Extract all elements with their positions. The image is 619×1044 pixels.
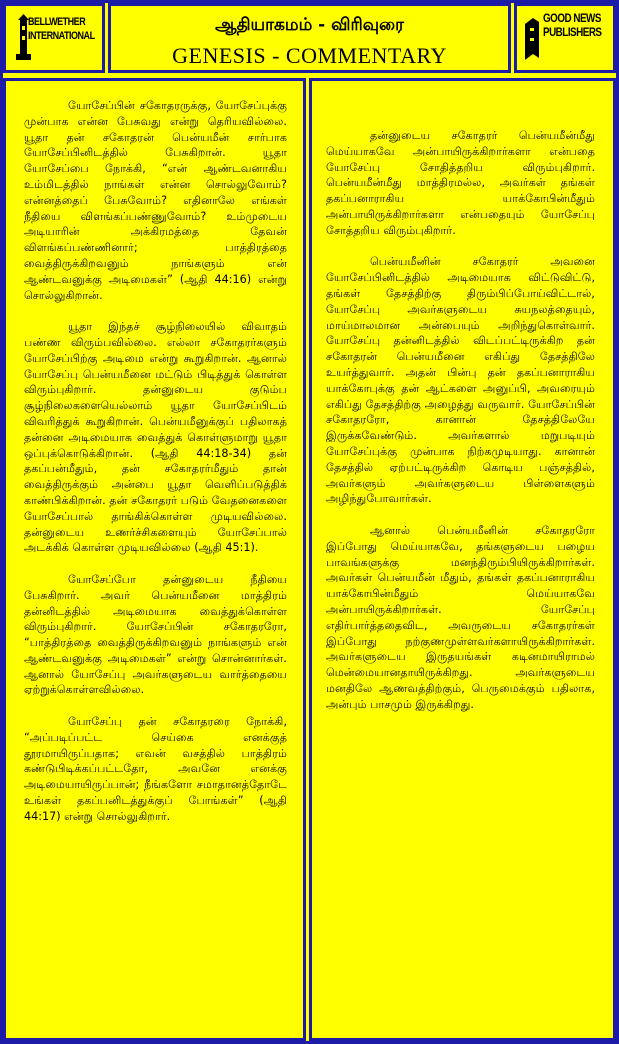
good-news-line2: PUBLISHERS bbox=[543, 25, 602, 39]
left-paragraph-2: யூதா இந்தச் சூழ்நிலையில் விவாதம் பண்ண விரும்பவில்லை. எல்லா சகோதரர்களும் யோசேப்பிற்கு அடிமை என்று கூறுகிறான். ஆனால் யோசேப்பு பென்யமீனை மட்டும் பிடித்துக் கொள்ள விரும்புகிறார். தன்னுடைய குடும்ப சூழ்நிலைகளையெல்லாம் யூதா யோசேப்பிடம் விவரித்துக் கூறுகிறான். பென்யமீனுக்குப் பதிலாகத் தன்னை அடிமையாக வைத்துக் கொள்ளுமாறு யூதா ஒப்புக்கொடுக்கிறான். (ஆதி 44:18-34) தன் தகப்பன்மீதும், தன் சகோதரர்மீதும் தான் வைத்திருக்கும் அன்பை யூதா வெளிப்படுத்திக் காண்பிக்கிறான். தன் சகோதரர் படும் வேதனைகளை யோசேப்பால் தாங்கிக்கொள்ள முடியவில்லை. தன்னுடைய உணர்ச்சிகளையும் யோசேப்பால் அடக்கிக் கொள்ள முடியவில்லை (ஆதி 45:1). bbox=[24, 320, 287, 555]
left-column bbox=[3, 78, 306, 1041]
left-paragraph-4: யோசேப்பு தன் சகோதரரை நோக்கி, “அப்படிப்பட்ட செய்கை எனக்குத் தூரமாயிருப்பதாக; எவன் வசத்தில் பாத்திரம் கண்டுபிடிக்கப்பட்டதோ, அவனே எனக்கு அடிமையாயிருப்பான்; நீங்களோ சமாதானத்தோடே உங்கள் தகப்பனிடத்துக்குப் போங்கள்” (ஆதி 44:17) என்று சொல்லுகிறார். bbox=[24, 715, 287, 823]
good-news-logo-text bbox=[543, 11, 602, 39]
right-paragraph-2: பென்யமீனின் சகோதரர் அவனை யோசேப்பினிடத்தில் அடிமையாக விட்டுவிட்டு, தங்கள் தேசத்திற்கு திரும்பிப்போய்விட்டால், யோசேப்பு அவர்களுடைய சுயநலத்தையும், மாய்மாலமான அன்பையும் அறிந்துகொள்வார். யோசேப்பு தன்னிடத்தில் விடப்பட்டிருக்கிற தன் சகோதரன் பென்யமீனை எகிப்து தேசத்திலே உயர்த்துவார். அதன் பின்பு தன் தகப்பனாராகிய யாக்கோபுக்கு தன் ஆட்களை அனுப்பி, அவரையும் எகிப்து தேசத்திற்கு அழைத்து வருவார். யோசேப்பின் சகோதரரோ, கானான் தேசத்திலேயே இருக்கவேண்டும். அவர்களால் மறுபடியும் யோசேப்புக்கு முன்பாக நிற்கமுடியாது. கானான் தேசத்தில் ஏற்பட்டிருக்கிற கொடிய பஞ்சத்தில், அவர்களும் அவர்களுடைய பிள்ளைகளும் அழிந்துபோவார்கள். bbox=[326, 255, 595, 506]
right-paragraph-1: தன்னுடைய சகோதரர் பென்யமீன்மீது மெய்யாகவே அன்பாயிருக்கிறார்களா என்பதை யோசேப்பு சோதித்தறிய விரும்புகிறார். பென்யமீன்மீது மாத்திரமல்ல, அவர்கள் தங்கள் தகப்பனாராகிய யாக்கோபின்மீதும் அன்பாயிருக்கிறார்களா என்பதையும் யோசேப்பு சோத்தறிய விரும்புகிறார். bbox=[326, 129, 595, 237]
bellwether-logo bbox=[3, 3, 105, 73]
header bbox=[0, 0, 619, 76]
left-paragraph-3: யோசேப்போ தன்னுடைய நீதியை பேசுகிறார். அவர் பென்யமீனை மாத்திரம் தன்னிடத்தில் அடிமையாக வைத்துக்கொள்ள விரும்புகிறார். யோசேப்பின் சகோதரரோ, “பாத்திரத்தை வைத்திருக்கிறவனும் நாங்களும் என் ஆண்டவனுக்கு அடிமைகள்” என்று சொன்னார்கள். ஆனால் யோசேப்பு அவர்களுடைய வார்த்தையை ஏற்றுக்கொள்ளவில்லை. bbox=[24, 572, 287, 697]
good-news-line1: GOOD NEWS bbox=[543, 11, 601, 25]
right-paragraph-3: ஆனால் பென்யமீனின் சகோதரரோ இப்போது மெய்யாகவே, தங்களுடைய பழைய பாவங்களுக்கு மனந்திரும்பியிருக்கிறார்கள். அவர்கள் பென்யமீன் மீதும், தங்கள் தகப்பனாராகிய யாக்கோபின்மீதும் மெய்யாகவே அன்பாயிருக்கிறார்கள். யோசேப்பு எதிர்பார்த்ததைவிட, அவருடைய சகோதரர்கள் இப்போது நற்குணமுள்ளவர்களாயிருக்கிறார்கள். அவர்களுடைய இருதயங்கள் கடினமாயிராமல் மென்மையானதாயிருக்கிறது. அவர்களுடைய மனதிலே ஆணவத்திற்கும், பெருமைக்கும் பதிலாக, அன்பும் பாசமும் இருக்கிறது. bbox=[326, 523, 595, 711]
page-title-tamil: ஆதியாகமம் - விரிவுரை bbox=[215, 15, 404, 35]
right-column bbox=[309, 78, 616, 1041]
bellwether-line2: INTERNATIONAL bbox=[28, 30, 95, 42]
title-box bbox=[108, 3, 511, 73]
right-column-text bbox=[326, 128, 595, 728]
bellwether-line1: BELLWETHER bbox=[28, 16, 86, 28]
page-title-english: GENESIS - COMMENTARY bbox=[172, 43, 447, 68]
good-news-logo bbox=[514, 3, 616, 73]
bellwether-logo-text bbox=[28, 15, 95, 43]
left-paragraph-1: யோசேப்பின் சகோதரருக்கு, யோசேப்புக்கு முன்பாக என்ன பேசுவது என்று தெரியவில்லை. யூதா தன் சகோதரன் பென்யமீன் சார்பாக யோசேப்பினிடத்தில் பேசுகிறான். யூதா யோசேப்பை நோக்கி, “என் ஆண்டவனாகிய உம்மிடத்தில் நாங்கள் என்ன சொல்லுவோம்? என்னத்தைப் பேசுவோம்? எதினாலே எங்கள் நீதியை விளங்கப்பண்ணுவோம்? உம்முடைய அடியாரின் அக்கிரமத்தை தேவன் விளங்கப்பண்ணினார்; பாத்திரத்தை வைத்திருக்கிறவனும் நாங்களும் என் ஆண்டவனுக்கு அடிமைகள்” (ஆதி 44:16) என்று சொல்லுகிறான். bbox=[24, 99, 287, 302]
left-column-text bbox=[24, 98, 287, 840]
